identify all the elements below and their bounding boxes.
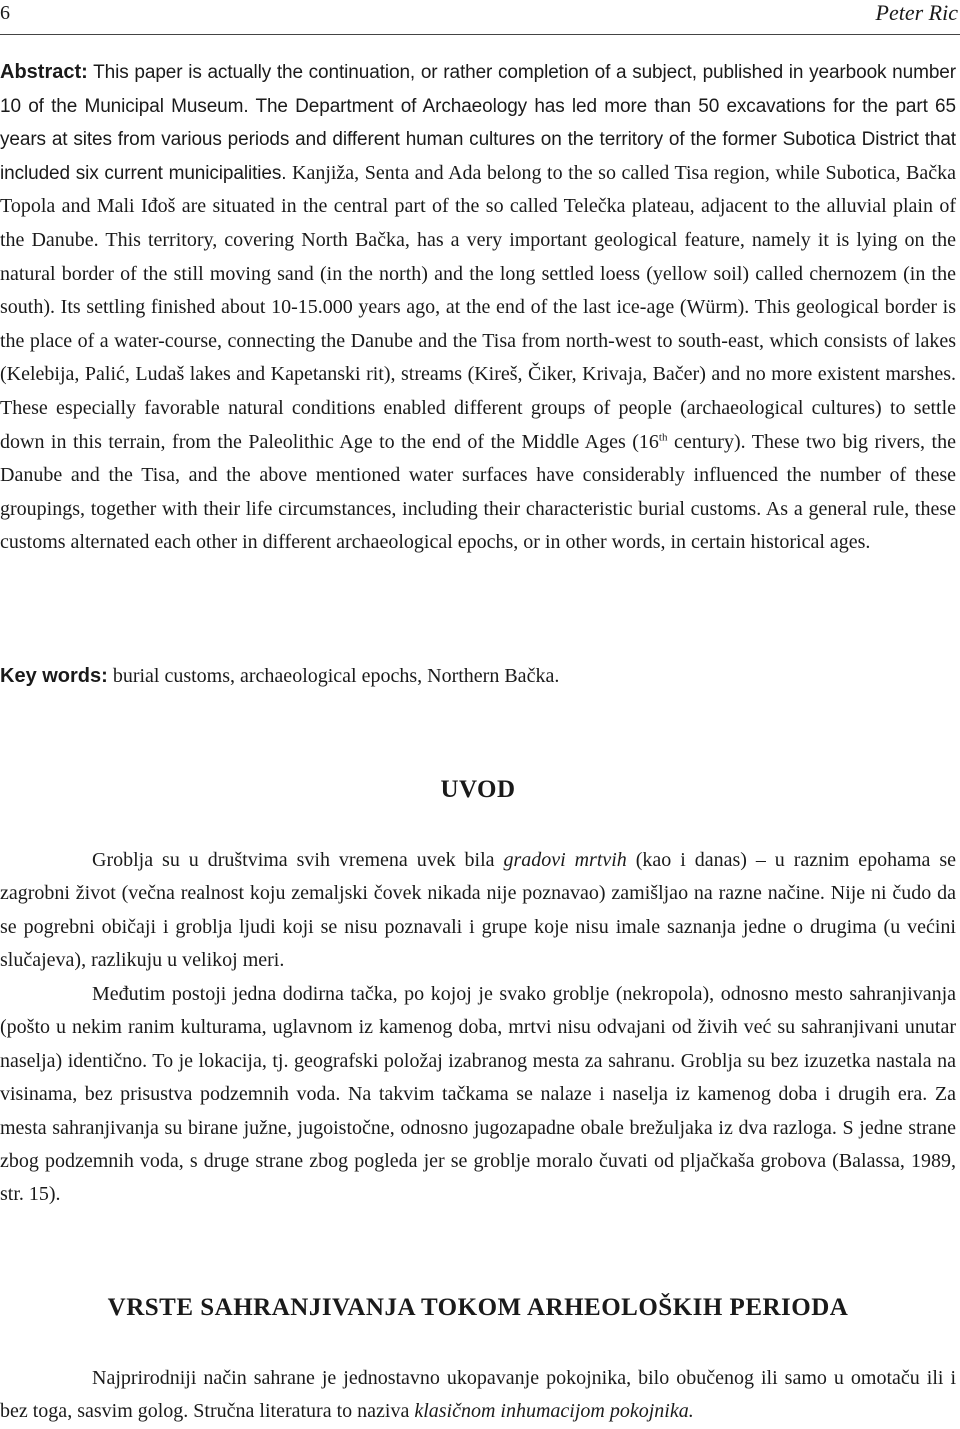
- uvod-p1-text-before: Groblja su u društvima svih vremena uvek bila: [92, 849, 504, 871]
- page-number: 6: [0, 2, 10, 24]
- page-header: [0, 0, 960, 35]
- section-title-uvod: UVOD: [440, 776, 516, 803]
- section-title-vrste: VRSTE SAHRANJIVANJA TOKOM ARHEOLOŠKIH PERIODA: [107, 1294, 849, 1321]
- uvod-p1-text-after: (kao i danas) – u raznim epohama se zagrobni život (večna realnost koju zemaljski čovek nikada nije poznavao) zamišljao na razne načine. Nije ni čudo da se pogrebni običaji i groblja ljudi koji se nisu poznavali i grupe koje nisu imale saznanja jedne o drugima (u većini slučajeva), razlikuju u velikoj meri.: [0, 849, 956, 972]
- abstract-text-part-1: This paper is actually the continuation, or rather completion of a subject, published in yearbook number 10 of the Municipal Museum. The Department of Archaeology has led more than 50 excavations for the part 65 years at sites from various periods and different human cultures on the territory of the former Subotica District that included six current municipalities.: [0, 62, 956, 184]
- uvod-paragraph-2: Međutim postoji jedna dodirna tačka, po kojoj je svako groblje (nekropola), odnosno mesto sahranjivanja (pošto u nekim ranim kulturama, uglavnom iz kamenog doba, mrtvi nisu odvajani od živih već su sahranjivani unutar naselja) identično. To je lokacija, tj. geografski položaj izabranog mesta za sahranu. Groblja su bez izuzetka nastala na visinama, bez prisustva podzemnih voda. Na takvim tačkama se nalaze i naselja iz kamenog doba i drugih era. Za mesta sahranjivanja su birane južne, jugoistočne, odnosno jugozapadne obale brežuljaka iz dva razloga. S jedne strane zbog podzemnih voda, s druge strane zbog pogleda jer se groblje moralo čuvati od pljačkaša grobova (Balassa, 1989, str. 15).: [0, 983, 956, 1206]
- abstract-label: Abstract:: [0, 61, 88, 83]
- uvod-paragraph-1: [0, 844, 956, 978]
- abstract-text-part-2: Kanjiža, Senta and Ada belong to the so called Tisa region, while Subotica, Bačka Topola and Mali Iđoš are situated in the central part of the so called Telečka plateau, adjacent to the alluvial plain of the Danube. This territory, covering North Bačka, has a very important geological feature, namely it is lying on the natural border of the still moving sand (in the north) and the long settled loess (yellow soil) called chernozem (in the south). Its settling finished about 10-15.000 years ago, at the end of the last ice-age (Würm). This geological border is the place of a water-course, connecting the Danube and the Tisa from north-west to south-east, which consists of lakes (Kelebija, Palić, Ludaš lakes and Kapetanski rit), streams (Kireš, Čiker, Krivaja, Bačer) and no more existent marshes. These especially favorable natural conditions enabled different groups of people (archaeological cultures) to settle down in this terrain, from the Paleolithic Age to the end of the Middle Ages (16: [0, 161, 956, 453]
- abstract-superscript: th: [658, 430, 668, 443]
- keywords-label: Key words:: [0, 665, 108, 687]
- keywords-text: burial customs, archaeological epochs, Northern Bačka.: [107, 665, 560, 687]
- running-head-author: Peter Ric: [875, 0, 958, 25]
- vrste-p1-text-before: Najprirodniji način sahrane je jednostavno ukopavanje pokojnika, bilo obučenog ili samo u omotaču ili i bez toga, sasvim golog. Stručna literatura to naziva: [0, 1367, 956, 1423]
- vrste-p1-italic: klasičnom inhumacijom pokojnika.: [414, 1400, 694, 1423]
- abstract-paragraph: [0, 56, 956, 560]
- vrste-paragraph-1: [0, 1362, 956, 1429]
- keywords-line: [0, 660, 956, 693]
- uvod-p1-italic: gradovi mrtvih: [503, 849, 627, 871]
- abstract-text-part-3: century). These two big rivers, the Danube and the Tisa, and the above mentioned water surfaces have considerably influenced the number of these groupings, together with their life circumstances, including their characteristic burial customs. As a general rule, these customs alternated each other in different archaeological epochs, or in other words, in certain historical ages.: [0, 430, 956, 554]
